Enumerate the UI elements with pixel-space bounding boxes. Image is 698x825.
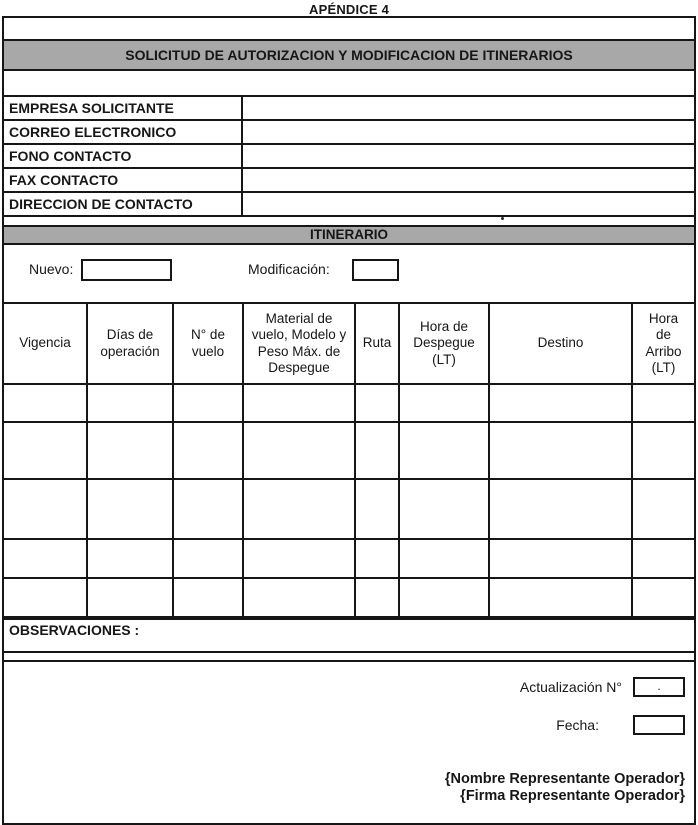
spacer-above-footer (4, 653, 694, 660)
itinerary-cell[interactable] (173, 384, 243, 422)
itinerary-cell[interactable] (355, 384, 399, 422)
itinerary-cell[interactable] (243, 384, 355, 422)
column-header-numero-vuelo: N° de vuelo (173, 303, 243, 384)
fecha-box[interactable] (633, 715, 685, 735)
itinerary-cell[interactable] (4, 422, 87, 479)
contact-field-label: CORREO ELECTRONICO (4, 120, 242, 144)
itinerary-header-row (4, 303, 694, 384)
itinerary-cell[interactable] (489, 422, 632, 479)
itinerary-cell[interactable] (4, 578, 87, 617)
table-row (4, 539, 694, 578)
table-row (4, 96, 694, 120)
itinerary-cell[interactable] (355, 479, 399, 539)
column-header-hora-despegue: Hora de Despegue (LT) (399, 303, 489, 384)
itinerary-cell[interactable] (173, 422, 243, 479)
empresa-solicitante-field[interactable] (242, 96, 694, 120)
itinerary-cell[interactable] (4, 539, 87, 578)
section-header-solicitud (4, 39, 694, 71)
modificacion-label: Modificación: (248, 261, 330, 277)
direccion-contacto-field[interactable] (242, 192, 694, 216)
table-row (4, 384, 694, 422)
contact-field-label: EMPRESA SOLICITANTE (4, 96, 242, 120)
contact-field-label: FAX CONTACTO (4, 168, 242, 192)
firma-representante-line: {Firma Representante Operador} (460, 788, 685, 805)
itinerary-cell[interactable] (399, 384, 489, 422)
column-header-ruta: Ruta (355, 303, 399, 384)
fono-contacto-field[interactable] (242, 144, 694, 168)
itinerary-cell[interactable] (489, 479, 632, 539)
itinerary-cell[interactable] (355, 578, 399, 617)
itinerary-cell[interactable] (4, 384, 87, 422)
itinerary-cell[interactable] (243, 422, 355, 479)
itinerary-cell[interactable] (87, 479, 173, 539)
itinerary-cell[interactable] (632, 384, 694, 422)
actualizacion-box[interactable]: . (633, 677, 685, 697)
itinerary-cell[interactable] (243, 539, 355, 578)
itinerary-cell[interactable] (399, 539, 489, 578)
itinerary-cell[interactable] (173, 578, 243, 617)
itinerary-cell[interactable] (632, 479, 694, 539)
itinerary-cell[interactable] (632, 539, 694, 578)
contact-field-label: DIRECCION DE CONTACTO (4, 192, 242, 216)
solicitud-header-text: SOLICITUD DE AUTORIZACION Y MODIFICACION DE ITINERARIOS (125, 47, 573, 63)
itinerary-cell[interactable] (243, 578, 355, 617)
itinerary-cell[interactable] (489, 578, 632, 617)
itinerary-cell[interactable] (399, 422, 489, 479)
column-header-vigencia: Vigencia (4, 303, 87, 384)
actualizacion-label: Actualización N° (519, 679, 622, 695)
itinerary-cell[interactable] (243, 479, 355, 539)
form-container (2, 16, 696, 825)
itinerary-cell[interactable] (173, 479, 243, 539)
fecha-label: Fecha: (556, 717, 599, 733)
itinerario-header-text: ITINERARIO (309, 227, 388, 242)
column-header-dias-operacion: Días de operación (87, 303, 173, 384)
table-row (4, 422, 694, 479)
column-header-material-vuelo: Material de vuelo, Modelo y Peso Máx. de Despegue (243, 303, 355, 384)
spacer-above-itinerario (4, 217, 694, 225)
itinerary-cell[interactable] (399, 479, 489, 539)
correo-electronico-field[interactable] (242, 120, 694, 144)
contact-field-label: FONO CONTACTO (4, 144, 242, 168)
fax-contacto-field[interactable] (242, 168, 694, 192)
table-row (4, 192, 694, 216)
spacer-top (4, 18, 694, 39)
table-row (4, 578, 694, 617)
table-row (4, 479, 694, 539)
itinerary-cell[interactable] (173, 539, 243, 578)
itinerary-cell[interactable] (632, 578, 694, 617)
itinerary-cell[interactable] (489, 539, 632, 578)
spacer-under-header (4, 71, 694, 95)
observaciones-label: OBSERVACIONES : (9, 622, 140, 638)
itinerary-cell[interactable] (632, 422, 694, 479)
itinerary-cell[interactable] (87, 422, 173, 479)
footer-section (4, 660, 694, 823)
itinerary-cell[interactable] (489, 384, 632, 422)
nombre-representante-line: {Nombre Representante Operador} (444, 771, 685, 787)
itinerary-cell[interactable] (399, 578, 489, 617)
itinerary-cell[interactable] (355, 539, 399, 578)
column-header-hora-arribo: Hora de Arribo (LT) (632, 303, 694, 384)
scan-artifact-dot (501, 217, 504, 220)
itinerary-type-row (4, 245, 694, 302)
modificacion-checkbox[interactable] (352, 259, 399, 281)
column-header-destino: Destino (489, 303, 632, 384)
table-row (4, 120, 694, 144)
table-row (4, 144, 694, 168)
actualizacion-row (4, 677, 694, 697)
section-header-itinerario (4, 225, 694, 245)
table-row (4, 168, 694, 192)
itinerary-cell[interactable] (87, 539, 173, 578)
observaciones-section[interactable] (4, 618, 694, 653)
contact-table (4, 95, 694, 217)
signature-block (4, 771, 694, 806)
nuevo-label: Nuevo: (29, 261, 74, 277)
itinerary-cell[interactable] (87, 578, 173, 617)
itinerary-cell[interactable] (4, 479, 87, 539)
page-title: APÉNDICE 4 (308, 2, 390, 17)
itinerary-cell[interactable] (355, 422, 399, 479)
itinerary-table (4, 302, 694, 618)
nuevo-checkbox[interactable] (81, 259, 172, 281)
itinerary-cell[interactable] (87, 384, 173, 422)
fecha-row (4, 715, 694, 735)
